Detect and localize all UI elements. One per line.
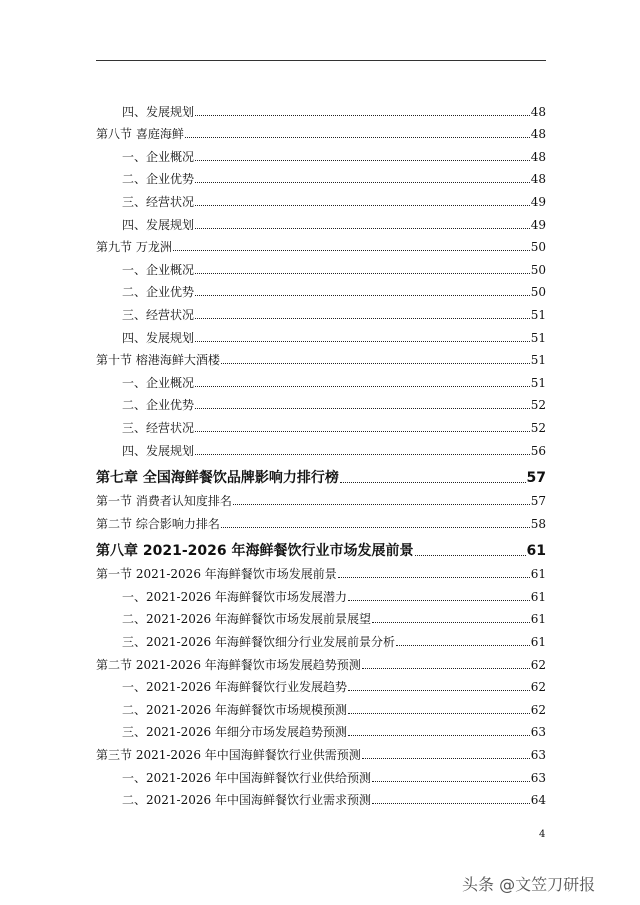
toc-entry-label: 第八节 喜庭海鲜 bbox=[96, 127, 184, 142]
toc-entry-label: 一、2021-2026 年中国海鲜餐饮行业供给预测 bbox=[122, 770, 371, 785]
toc-entry-label: 一、2021-2026 年海鲜餐饮行业发展趋势 bbox=[122, 680, 347, 695]
toc-entry-page: 51 bbox=[530, 353, 546, 368]
toc-entry-label: 二、2021-2026 年中国海鲜餐饮行业需求预测 bbox=[122, 793, 371, 808]
toc-entry-label: 一、企业概况 bbox=[122, 149, 195, 164]
dot-leader bbox=[195, 341, 530, 342]
toc-entry-page: 62 bbox=[530, 657, 546, 672]
dot-leader bbox=[173, 250, 530, 251]
toc-entry[interactable] bbox=[96, 141, 546, 164]
dot-leader bbox=[233, 504, 530, 505]
dot-leader bbox=[195, 408, 530, 409]
toc-entry-page: 57 bbox=[526, 469, 546, 486]
toc-entry-label: 第一节 消费者认知度排名 bbox=[96, 494, 232, 509]
toc-entry-label: 三、经营状况 bbox=[122, 420, 195, 435]
toc-entry-page: 56 bbox=[530, 443, 546, 458]
toc-entry-label: 三、2021-2026 年细分市场发展趋势预测 bbox=[122, 725, 347, 740]
toc-entry-page: 48 bbox=[530, 127, 546, 142]
toc-entry-page: 49 bbox=[530, 217, 546, 232]
toc-entry-page: 63 bbox=[530, 748, 546, 763]
toc-entry[interactable] bbox=[96, 232, 546, 255]
toc-entry-label: 一、企业概况 bbox=[122, 375, 195, 390]
toc-entry[interactable] bbox=[96, 186, 546, 209]
toc-entry-label: 二、2021-2026 年海鲜餐饮市场规模预测 bbox=[122, 702, 347, 717]
toc-entry-page: 61 bbox=[526, 542, 546, 559]
toc-entry[interactable] bbox=[96, 626, 546, 649]
toc-entry-page: 51 bbox=[530, 330, 546, 345]
toc-entry[interactable] bbox=[96, 581, 546, 604]
dot-leader bbox=[362, 668, 530, 669]
toc-entry-label: 四、发展规划 bbox=[122, 443, 195, 458]
toc-entry-label: 二、企业优势 bbox=[122, 172, 195, 187]
dot-leader bbox=[195, 295, 530, 296]
dot-leader bbox=[221, 527, 530, 528]
toc-entry[interactable] bbox=[96, 649, 546, 672]
toc-entry-page: 64 bbox=[530, 793, 546, 808]
toc-entry-label: 第二节 2021-2026 年海鲜餐饮市场发展趋势预测 bbox=[96, 657, 361, 672]
toc-entry[interactable] bbox=[96, 559, 546, 582]
dot-leader bbox=[372, 622, 530, 623]
toc-entry-label: 第二节 综合影响力排名 bbox=[96, 516, 220, 531]
dot-leader bbox=[185, 137, 530, 138]
toc-entry[interactable] bbox=[96, 785, 546, 808]
dot-leader bbox=[415, 555, 526, 556]
toc-entry-label: 一、企业概况 bbox=[122, 262, 195, 277]
dot-leader bbox=[195, 182, 530, 183]
toc-entry[interactable] bbox=[96, 672, 546, 695]
dot-leader bbox=[195, 386, 530, 387]
toc-entry[interactable] bbox=[96, 322, 546, 345]
dot-leader bbox=[195, 205, 530, 206]
toc-entry-page: 48 bbox=[530, 172, 546, 187]
toc-entry[interactable] bbox=[96, 694, 546, 717]
toc-entry-label: 一、2021-2026 年海鲜餐饮市场发展潜力 bbox=[122, 589, 347, 604]
toc-entry-page: 48 bbox=[530, 149, 546, 164]
toc-entry-page: 57 bbox=[530, 494, 546, 509]
toc-entry[interactable] bbox=[96, 412, 546, 435]
toc-entry-page: 58 bbox=[530, 516, 546, 531]
toc-entry-page: 48 bbox=[530, 104, 546, 119]
toc-entry[interactable] bbox=[96, 345, 546, 368]
toc-entry[interactable] bbox=[96, 367, 546, 390]
dot-leader bbox=[195, 228, 530, 229]
toc-entry-page: 49 bbox=[530, 194, 546, 209]
dot-leader bbox=[221, 363, 530, 364]
dot-leader bbox=[195, 318, 530, 319]
toc-entry-label: 三、2021-2026 年海鲜餐饮细分行业发展前景分析 bbox=[122, 635, 395, 650]
table-of-contents bbox=[96, 96, 546, 807]
toc-entry-label: 第三节 2021-2026 年中国海鲜餐饮行业供需预测 bbox=[96, 748, 361, 763]
toc-entry[interactable] bbox=[96, 299, 546, 322]
dot-leader bbox=[348, 735, 530, 736]
page-number: 4 bbox=[539, 829, 546, 840]
dot-leader bbox=[362, 758, 530, 759]
toc-entry[interactable] bbox=[96, 119, 546, 142]
dot-leader bbox=[195, 273, 530, 274]
toc-entry-page: 51 bbox=[530, 375, 546, 390]
toc-entry-page: 52 bbox=[530, 420, 546, 435]
toc-entry-page: 63 bbox=[530, 725, 546, 740]
dot-leader bbox=[195, 454, 530, 455]
dot-leader bbox=[348, 713, 530, 714]
toc-entry[interactable] bbox=[96, 762, 546, 785]
dot-leader bbox=[372, 781, 530, 782]
toc-entry[interactable] bbox=[96, 209, 546, 232]
dot-leader bbox=[338, 577, 530, 578]
toc-entry-page: 52 bbox=[530, 398, 546, 413]
header-rule bbox=[96, 60, 546, 61]
toc-entry[interactable] bbox=[96, 458, 546, 486]
toc-entry-label: 四、发展规划 bbox=[122, 104, 195, 119]
toc-entry-label: 二、企业优势 bbox=[122, 398, 195, 413]
toc-entry-page: 51 bbox=[530, 307, 546, 322]
toc-entry-page: 50 bbox=[530, 285, 546, 300]
toc-entry-page: 50 bbox=[530, 262, 546, 277]
dot-leader bbox=[195, 115, 530, 116]
dot-leader bbox=[195, 431, 530, 432]
toc-entry[interactable] bbox=[96, 390, 546, 413]
toc-entry[interactable] bbox=[96, 435, 546, 458]
toc-entry[interactable] bbox=[96, 531, 546, 559]
toc-entry[interactable] bbox=[96, 164, 546, 187]
toc-entry[interactable] bbox=[96, 717, 546, 740]
toc-entry-label: 四、发展规划 bbox=[122, 217, 195, 232]
toc-entry-label: 第一节 2021-2026 年海鲜餐饮市场发展前景 bbox=[96, 567, 337, 582]
toc-entry-page: 50 bbox=[530, 240, 546, 255]
dot-leader bbox=[340, 482, 526, 483]
toc-entry-page: 61 bbox=[530, 589, 546, 604]
toc-entry-label: 第七章 全国海鲜餐饮品牌影响力排行榜 bbox=[96, 469, 339, 486]
toc-entry[interactable] bbox=[96, 96, 546, 119]
toc-entry-label: 二、2021-2026 年海鲜餐饮市场发展前景展望 bbox=[122, 612, 371, 627]
toc-entry-label: 第十节 榕港海鲜大酒楼 bbox=[96, 353, 220, 368]
toc-entry-label: 第八章 2021-2026 年海鲜餐饮行业市场发展前景 bbox=[96, 542, 414, 559]
toc-entry-page: 62 bbox=[530, 680, 546, 695]
toc-entry[interactable] bbox=[96, 739, 546, 762]
toc-entry[interactable] bbox=[96, 254, 546, 277]
watermark: 头条 @文笠刀研报 bbox=[462, 875, 596, 894]
toc-entry-page: 61 bbox=[530, 612, 546, 627]
dot-leader bbox=[348, 600, 530, 601]
toc-entry[interactable] bbox=[96, 277, 546, 300]
dot-leader bbox=[195, 160, 530, 161]
toc-entry[interactable] bbox=[96, 508, 546, 531]
toc-entry[interactable] bbox=[96, 486, 546, 509]
toc-entry-label: 三、经营状况 bbox=[122, 307, 195, 322]
toc-entry[interactable] bbox=[96, 604, 546, 627]
toc-entry-label: 四、发展规划 bbox=[122, 330, 195, 345]
dot-leader bbox=[348, 690, 530, 691]
toc-entry-label: 二、企业优势 bbox=[122, 285, 195, 300]
toc-entry-page: 63 bbox=[530, 770, 546, 785]
dot-leader bbox=[396, 645, 530, 646]
dot-leader bbox=[372, 803, 530, 804]
toc-entry-page: 62 bbox=[530, 702, 546, 717]
toc-entry-label: 三、经营状况 bbox=[122, 194, 195, 209]
toc-entry-label: 第九节 万龙洲 bbox=[96, 240, 172, 255]
toc-entry-page: 61 bbox=[530, 567, 546, 582]
toc-entry-page: 61 bbox=[530, 635, 546, 650]
